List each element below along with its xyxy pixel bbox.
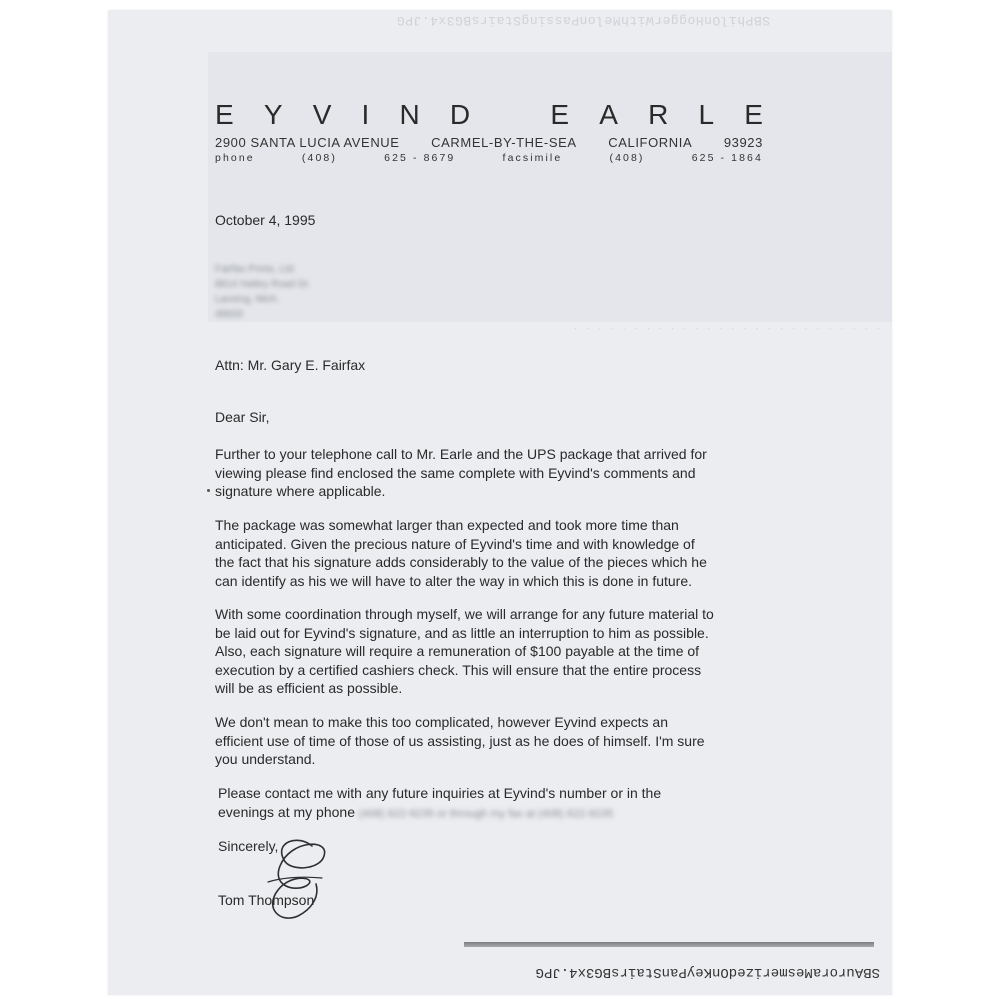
text-line: be laid out for Eyvind's signature, and as little an interruption to him as possible.: [215, 624, 709, 641]
paragraph-2: [215, 516, 775, 590]
letterhead: [215, 98, 763, 164]
text-line: We don't mean to make this too complicated, however Eyvind expects an: [215, 714, 668, 730]
phone-number: 625 - 8679: [384, 152, 456, 164]
text-line: [218, 803, 778, 824]
salutation: Dear Sir,: [215, 409, 270, 425]
letterhead-name: [215, 98, 763, 132]
redacted-line: Lansing, Mich.: [215, 294, 280, 305]
lh-spacer: [500, 98, 520, 132]
bleed-through-filename: SBPhilOnHoggerWithMelonPassingStairsBG3x4.JPG: [396, 13, 770, 28]
letterhead-address: [215, 135, 763, 150]
footer-filename: SBAuroraMesmerizedOnKeyPanStairsBG3x4.JPG: [535, 964, 880, 980]
lh-letter: R: [648, 99, 669, 130]
text-line: The package was somewhat larger than expected and took more time than: [215, 517, 679, 533]
address-state: CALIFORNIA: [608, 135, 693, 150]
redacted-line: 48933: [215, 309, 243, 320]
text-line: can identify as his we will have to alter the way in which this is done in future.: [215, 572, 693, 589]
paragraph-3: [215, 605, 775, 698]
phone-redacted: (408) 622-9235 or through my fax at (408) 622-9235: [358, 807, 614, 820]
lh-letter: Y: [263, 99, 283, 130]
lh-letter: L: [698, 99, 715, 130]
text-line: anticipated. Given the precious nature of Eyvind's time and with knowledge of: [215, 535, 695, 552]
lh-letter: N: [399, 99, 420, 130]
bleed-through-mid: · · · · · · · · · · · · · · · · · · · · · · · · · ·: [570, 323, 880, 334]
address-zip: 93923: [723, 135, 763, 150]
lh-letter: A: [599, 99, 618, 130]
text-line: efficient use of time of those of us assisting, just as he does of himself. I'm sure: [215, 732, 705, 749]
text-line: you understand.: [215, 751, 316, 767]
fax-number: 625 - 1864: [691, 152, 763, 164]
paragraph-4: [215, 713, 775, 769]
phone-area: (408): [301, 152, 337, 164]
text-line: Please contact me with any future inquiries at Eyvind's number or in the: [218, 785, 662, 801]
stray-mark: [207, 489, 210, 492]
text-line: signature where applicable.: [215, 483, 386, 499]
bottom-rule: [464, 942, 874, 947]
text-line-start: evenings at my phone: [218, 803, 355, 820]
text-line: Also, each signature will require a remuneration of $100 payable at the time of: [215, 643, 700, 659]
text-line: Further to your telephone call to Mr. Earle and the UPS package that arrived for: [215, 446, 707, 462]
attn-line: Attn: Mr. Gary E. Fairfax: [215, 357, 366, 373]
letterhead-phone: [215, 152, 763, 164]
lh-letter: E: [744, 99, 763, 130]
closing: Sincerely,: [218, 838, 279, 854]
signer-name: Tom Thompson: [218, 892, 315, 908]
address-street: 2900 SANTA LUCIA AVENUE: [215, 135, 400, 150]
redacted-line: 8814 Hatley Road Dr.: [215, 279, 311, 290]
letter-date: October 4, 1995: [215, 212, 316, 228]
text-line: execution by a certified cashiers check. This will ensure that the entire process: [215, 661, 702, 678]
address-city: CARMEL-BY-THE-SEA: [431, 135, 577, 150]
redacted-line: Fairfax Prints, Ltd.: [215, 264, 297, 275]
text-line: the fact that his signature adds considerably to the value of the pieces which he: [215, 554, 707, 570]
paragraph-5: [218, 784, 778, 823]
text-line: With some coordination through myself, we will arrange for any future material to: [215, 606, 714, 622]
lh-letter: I: [361, 99, 370, 130]
fax-area: (408): [609, 152, 645, 164]
lh-letter: D: [449, 99, 471, 130]
fax-label: facsimile: [502, 152, 563, 164]
text-line: viewing please find enclosed the same complete with Eyvind's comments and: [215, 464, 696, 481]
recipient-address-redacted: [215, 262, 311, 322]
lh-letter: V: [312, 99, 332, 130]
lh-letter: E: [550, 99, 570, 130]
lh-letter: E: [215, 99, 234, 130]
phone-label: phone: [215, 152, 255, 164]
paragraph-1: [215, 445, 775, 501]
signature-mark: [250, 832, 350, 927]
text-line: will be as efficient as possible.: [215, 680, 403, 696]
